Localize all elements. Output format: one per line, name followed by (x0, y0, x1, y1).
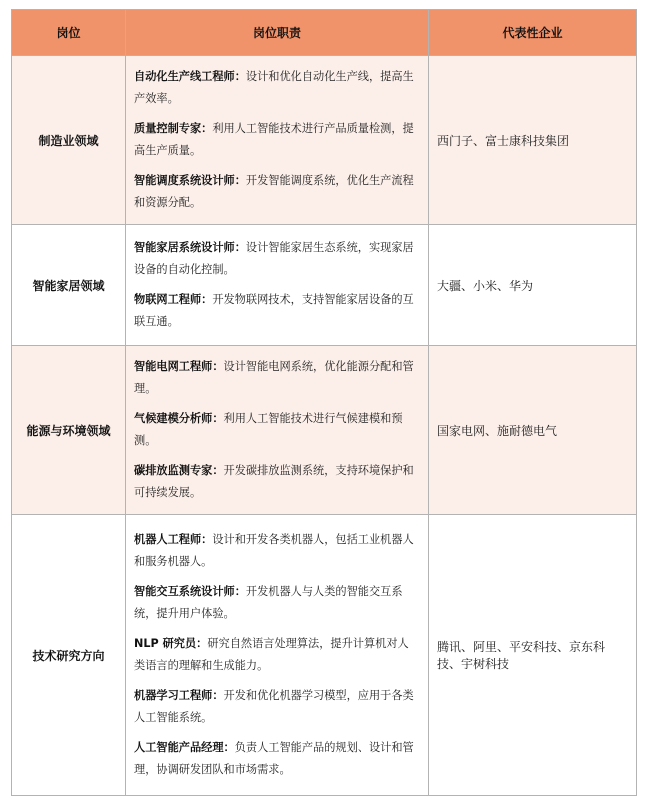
duty-item (134, 170, 418, 214)
companies-cell: 腾讯、阿里、平安科技、京东科技、宇树科技 (429, 515, 637, 796)
duty-title: 智能电网工程师： (134, 360, 224, 373)
domain-cell: 制造业领域 (12, 56, 126, 225)
duty-desc: 设计和优化自动化生产线，提高生产效率。 (134, 70, 414, 105)
duty-item (134, 356, 418, 400)
duty-title: 智能交互系统设计师： (134, 585, 246, 598)
duty-item (134, 581, 418, 625)
duty-item (134, 237, 418, 281)
header-position: 岗位 (12, 10, 126, 56)
duty-title: 碳排放监测专家： (134, 464, 224, 477)
duty-desc: 利用人工智能技术进行气候建模和预测。 (134, 412, 403, 447)
duty-desc: 开发碳排放监测系统，支持环境保护和可持续发展。 (134, 464, 414, 499)
duties-cell (126, 56, 429, 225)
companies-cell: 国家电网、施耐德电气 (429, 346, 637, 515)
duty-item (134, 66, 418, 110)
duty-title: 质量控制专家： (134, 122, 213, 135)
table-row (12, 346, 637, 515)
duty-item (134, 289, 418, 333)
jobs-table (11, 9, 637, 796)
duty-desc: 设计智能电网系统，优化能源分配和管理。 (134, 360, 414, 395)
duty-desc: 开发智能调度系统，优化生产流程和资源分配。 (134, 174, 414, 209)
duty-desc: 利用人工智能技术进行产品质量检测，提高生产质量。 (134, 122, 414, 157)
table-row (12, 225, 637, 346)
duty-desc: 研究自然语言处理算法，提升计算机对人类语言的理解和生成能力。 (134, 637, 409, 672)
duty-item (134, 633, 418, 677)
duty-title: 机器学习工程师： (134, 689, 224, 702)
header-duties: 岗位职责 (126, 10, 429, 56)
companies-cell: 西门子、富士康科技集团 (429, 56, 637, 225)
duty-title: 智能调度系统设计师： (134, 174, 246, 187)
duty-desc: 设计和开发各类机器人，包括工业机器人和服务机器人。 (134, 533, 414, 568)
duty-desc: 负责人工智能产品的规划、设计和管理，协调研发团队和市场需求。 (134, 741, 414, 776)
domain-cell: 能源与环境领域 (12, 346, 126, 515)
duty-title: 自动化生产线工程师： (134, 70, 246, 83)
duty-item (134, 529, 418, 573)
header-companies: 代表性企业 (429, 10, 637, 56)
duties-cell (126, 225, 429, 346)
duty-desc: 开发物联网技术，支持智能家居设备的互联互通。 (134, 293, 414, 328)
table-row (12, 56, 637, 225)
duty-title: 机器人工程师： (134, 533, 213, 546)
duty-title: 智能家居系统设计师： (134, 241, 246, 254)
duty-item (134, 460, 418, 504)
duty-item (134, 408, 418, 452)
duties-cell (126, 346, 429, 515)
duty-desc: 设计智能家居生态系统，实现家居设备的自动化控制。 (134, 241, 414, 276)
duties-cell (126, 515, 429, 796)
companies-cell: 大疆、小米、华为 (429, 225, 637, 346)
domain-cell: 智能家居领域 (12, 225, 126, 346)
duty-item (134, 685, 418, 729)
duty-title: 人工智能产品经理： (134, 741, 235, 754)
duty-item (134, 737, 418, 781)
table-row (12, 515, 637, 796)
table-header-row (12, 10, 637, 56)
domain-cell: 技术研究方向 (12, 515, 126, 796)
duty-item (134, 118, 418, 162)
duty-title: NLP 研究员： (134, 637, 208, 650)
duty-title: 物联网工程师： (134, 293, 213, 306)
duty-title: 气候建模分析师： (134, 412, 224, 425)
duty-desc: 开发机器人与人类的智能交互系统，提升用户体验。 (134, 585, 403, 620)
duty-desc: 开发和优化机器学习模型，应用于各类人工智能系统。 (134, 689, 414, 724)
